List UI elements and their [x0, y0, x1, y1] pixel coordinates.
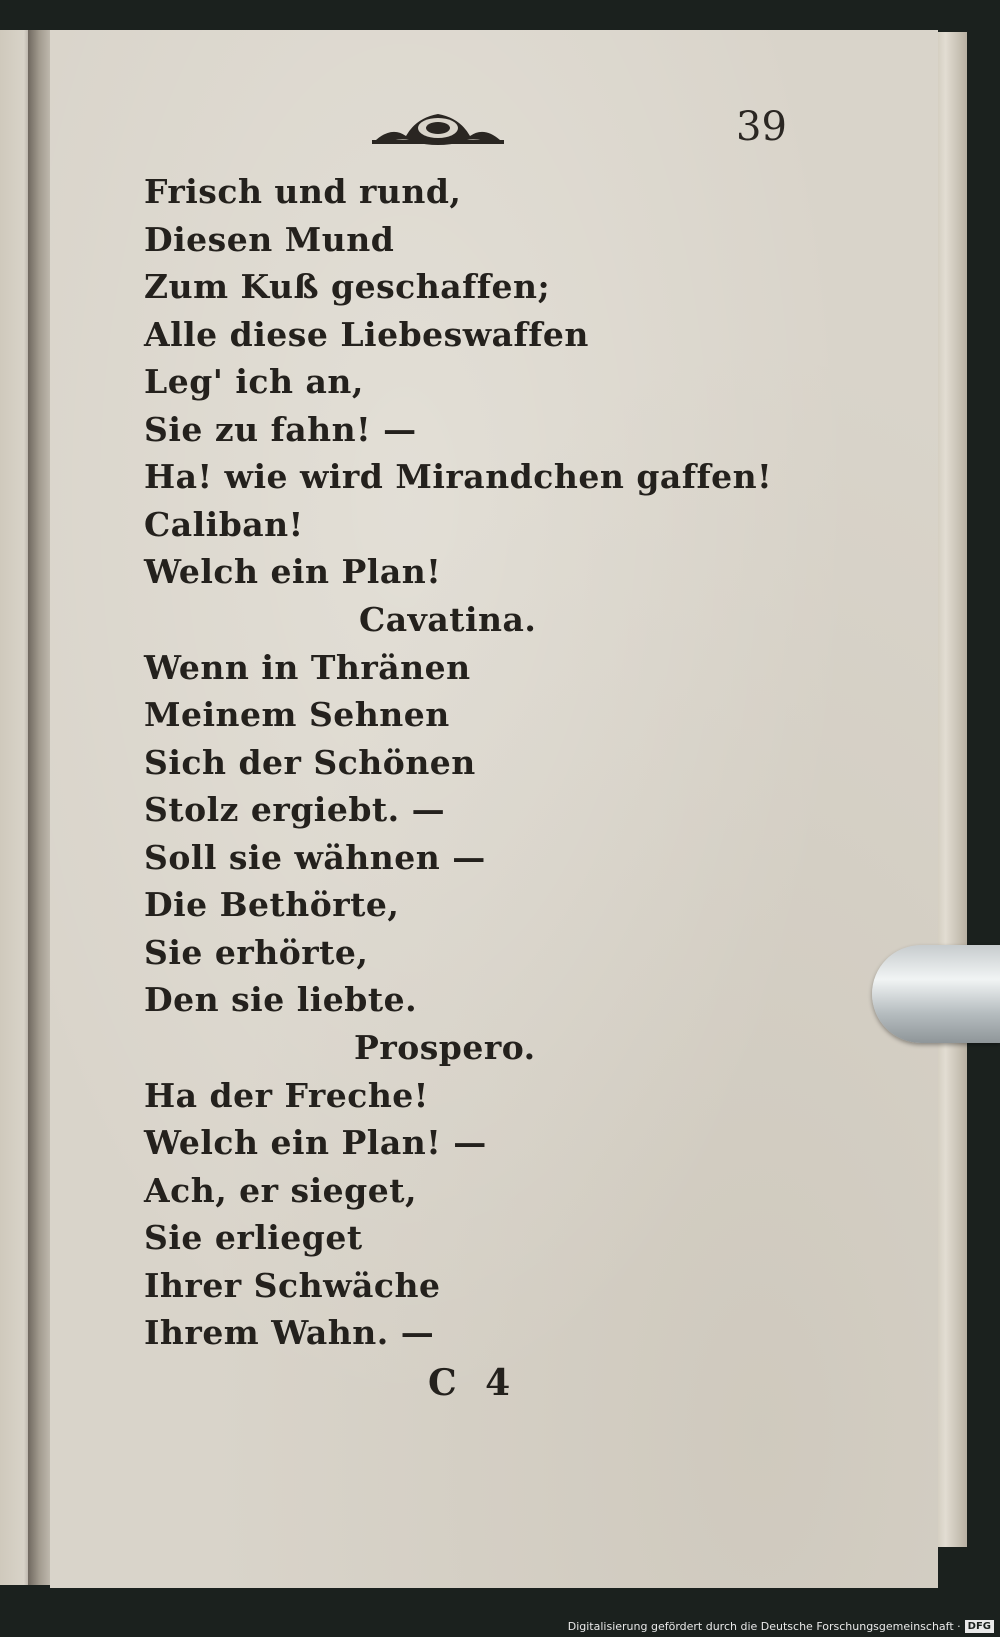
section-heading-prospero: Prospero.: [354, 1027, 536, 1067]
text-line: Welch ein Plan! —: [144, 1123, 487, 1162]
text-line: Welch ein Plan!: [144, 552, 442, 591]
text-line: Frisch und rund,: [144, 172, 462, 211]
page-clip: [872, 945, 1000, 1043]
text-line: Sich der Schönen: [144, 742, 476, 782]
text-line: Alle diese Liebeswaffen: [144, 314, 589, 354]
ornament-vignette: [372, 106, 504, 148]
text-line: Zum Kuß geschaffen;: [144, 267, 551, 306]
text-line: Ha! wie wird Mirandchen gaffen!: [144, 457, 773, 496]
text-line: Wenn in Thränen: [144, 647, 471, 687]
text-line: Meinem Sehnen: [144, 695, 450, 734]
text-line: Ihrer Schwäche: [144, 1265, 441, 1305]
text-line: Ach, er sieget,: [144, 1170, 417, 1210]
text-line: Leg' ich an,: [144, 362, 364, 401]
digitization-footer: [568, 1620, 994, 1633]
signature-mark: C 4: [428, 1362, 519, 1404]
section-heading-cavatina: Cavatina.: [359, 599, 537, 639]
text-line: Sie zu fahn! —: [144, 409, 417, 449]
text-line: Ha der Freche!: [144, 1075, 429, 1115]
text-line: Den sie liebte.: [144, 980, 418, 1019]
poem-text: [144, 168, 844, 1357]
text-line: Die Bethörte,: [144, 885, 400, 924]
page-number: 39: [736, 104, 787, 150]
text-line: Sie erhörte,: [144, 932, 369, 972]
text-line: Stolz ergiebt. —: [144, 790, 446, 829]
text-line: Sie erlieget: [144, 1218, 363, 1257]
text-line: Caliban!: [144, 504, 304, 544]
dfg-logo-icon: DFG: [965, 1620, 994, 1633]
text-line: Ihrem Wahn. —: [144, 1313, 435, 1352]
text-line: Diesen Mund: [144, 219, 395, 259]
footer-text: Digitalisierung gefördert durch die Deutsche Forschungsgemeinschaft ·: [567, 1620, 961, 1633]
text-line: Soll sie wähnen —: [144, 837, 486, 877]
